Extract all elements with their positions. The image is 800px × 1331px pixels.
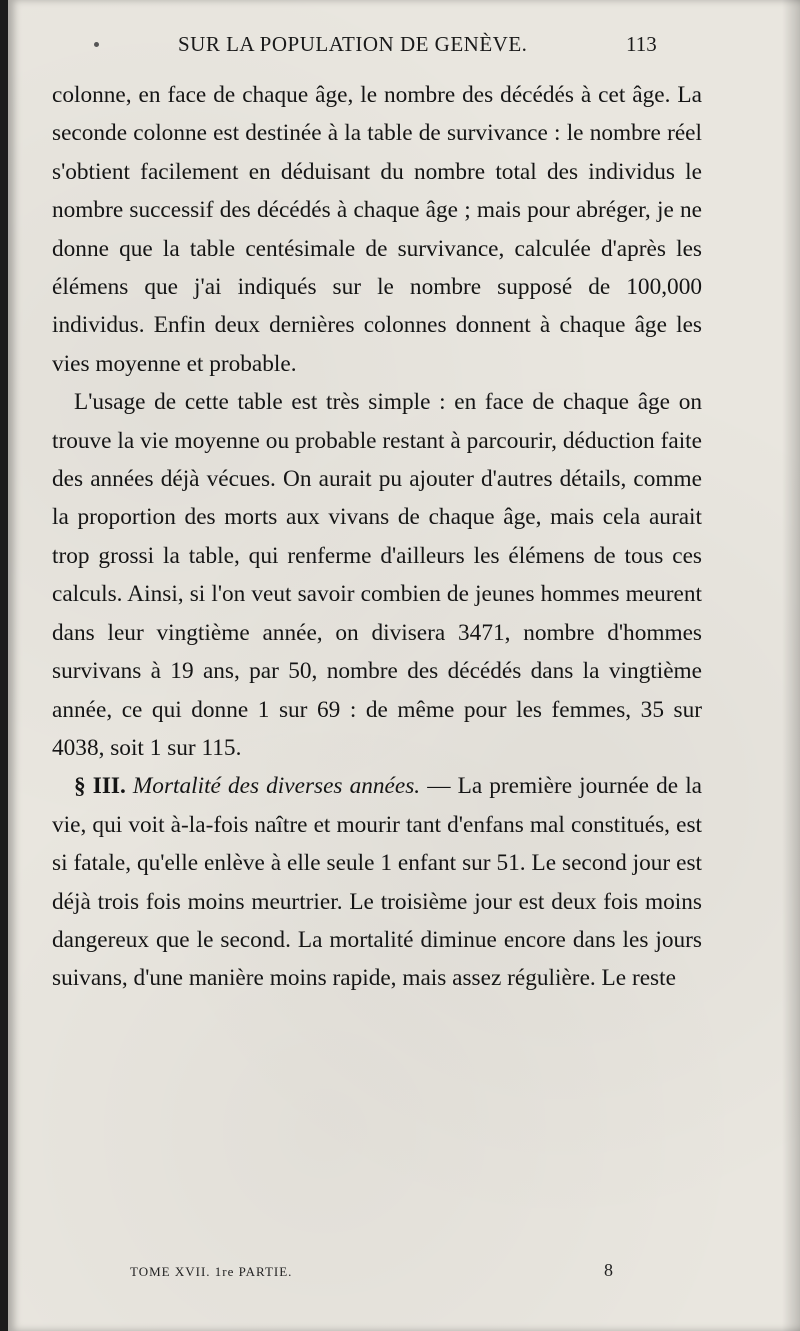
section-body: La première journée de la vie, qui voit à-la-fois naître et mourir tant d'enfans mal constitués, est si fatale, qu'elle enlève à elle seule 1 enfant sur 51. Le second jour est déjà trois fois moins meurtrier. Le troisième jour est deux fois moins dangereux que le second. La mortalité diminue encore dans les jours suivans, d'une manière moins rapide, mais assez régulière. Le reste	[52, 773, 703, 992]
page-footer	[8, 1260, 800, 1292]
page-header	[8, 32, 800, 66]
section-title: Mortalité des diverses années.	[132, 773, 421, 800]
book-page	[8, 0, 800, 1331]
paragraph-table-usage: L'usage de cette table est très simple : en face de chaque âge on trouve la vie moyenne ou probable restant à parcourir, déduction faite des années déjà vécues. On aurait pu ajouter d'autres détails, comme la proportion des morts aux vivans de chaque âge, mais cela aurait trop grossi la table, qui renferme d'ailleurs les élémens de tous ces calculs. Ainsi, si l'on veut savoir combien de jeunes hommes meurent dans leur vingtième année, on divisera 3471, nombre d'hommes survivans à 19 ans, par 50, nombre des décédés dans la vingtième année, ce qui donne 1 sur 69 : de même pour les femmes, 35 sur 4038, soit 1 sur 115.	[52, 389, 702, 761]
volume-signature: TOME XVII. 1re PARTIE.	[130, 1264, 293, 1279]
section-dash: —	[420, 773, 458, 800]
page-number: 113	[626, 32, 657, 56]
section-paragraph	[52, 767, 702, 997]
sheet-signature-mark: 8	[604, 1260, 613, 1280]
ink-speck	[94, 42, 99, 47]
paragraph-continued: colonne, en face de chaque âge, le nombre des décédés à cet âge. La seconde colonne est destinée à la table de survivance : le nombre réel s'obtient facilement en déduisant du nombre total des individus le nombre successif des décédés à chaque âge ; mais pour abréger, je ne donne que la table centésimale de survivance, calculée d'après les élémens que j'ai indiqués sur le nombre supposé de 100,000 individus. Enfin deux dernières colonnes donnent à chaque âge les vies moyenne et probable.	[52, 82, 702, 377]
section-number: § III.	[74, 773, 126, 800]
running-title: SUR LA POPULATION DE GENÈVE.	[178, 32, 528, 56]
body-text	[52, 76, 702, 998]
